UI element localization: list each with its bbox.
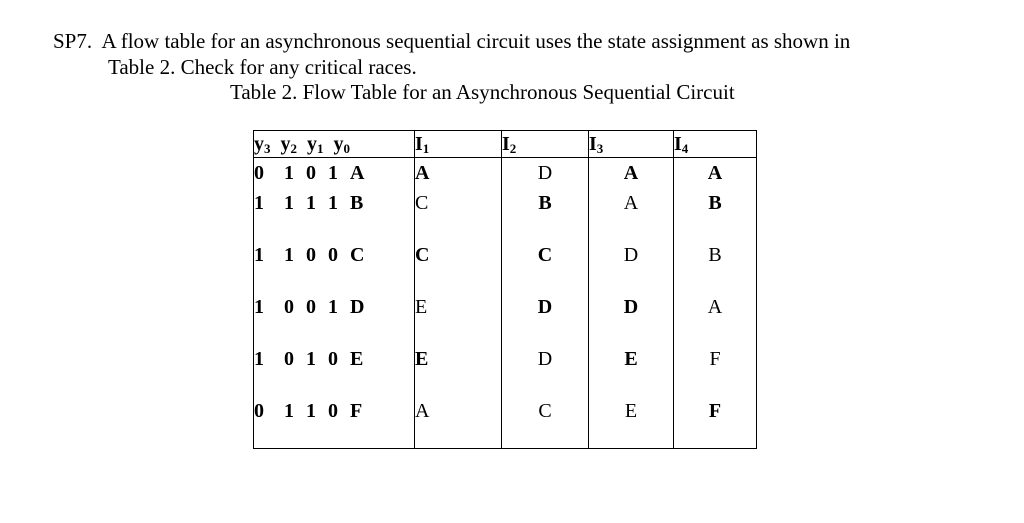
state-label: C: [350, 244, 365, 266]
next-state-cell: A: [415, 158, 502, 189]
state-bit: 0: [254, 400, 264, 422]
problem-text-1: A flow table for an asynchronous sequential circuit uses the state assignment as shown in: [101, 29, 851, 53]
state-label: E: [350, 348, 364, 370]
problem-number: SP7.: [53, 29, 93, 53]
state-bit: 0: [284, 296, 294, 318]
var-y2-sub: 2: [290, 141, 297, 156]
input-i2-sub: 2: [509, 141, 517, 156]
next-state-cell: E: [415, 292, 502, 344]
input-header-i3: [589, 131, 674, 158]
state-bit: 1: [328, 162, 338, 184]
next-state-cell: A: [415, 396, 502, 449]
state-bit: 1: [306, 348, 316, 370]
state-bit: 0: [306, 244, 316, 266]
next-state-cell: A: [589, 188, 674, 240]
next-state-cell: E: [415, 344, 502, 396]
state-bit: 1: [254, 296, 264, 318]
var-y0-sub: 0: [343, 141, 350, 156]
flow-table: [253, 130, 757, 449]
problem-line-1: [53, 28, 850, 54]
state-bit: 0: [306, 296, 316, 318]
state-code-cell: [254, 240, 415, 292]
input-i1-sub: 1: [422, 141, 430, 156]
table-row: [254, 240, 757, 292]
next-state-cell: A: [674, 158, 757, 189]
next-state-cell: C: [502, 396, 589, 449]
next-state-cell: D: [589, 240, 674, 292]
next-state-cell: B: [502, 188, 589, 240]
state-code-cell: [254, 344, 415, 396]
table-row: [254, 158, 757, 189]
next-state-cell: D: [502, 344, 589, 396]
next-state-cell: B: [674, 240, 757, 292]
problem-line-2: Table 2. Check for any critical races.: [108, 55, 417, 79]
input-header-i4: [674, 131, 757, 158]
table-caption: Table 2. Flow Table for an Asynchronous Sequential Circuit: [230, 80, 735, 104]
next-state-cell: C: [415, 188, 502, 240]
table-row: [254, 292, 757, 344]
state-bit: 0: [328, 348, 338, 370]
state-code-cell: [254, 188, 415, 240]
var-y1-sub: 1: [317, 141, 324, 156]
state-bit: 1: [284, 400, 294, 422]
table-header-row: [254, 131, 757, 158]
state-bit: 1: [254, 192, 264, 214]
input-i2-base: I: [502, 133, 510, 155]
state-label: F: [350, 400, 363, 422]
next-state-cell: A: [589, 158, 674, 189]
state-bit: 0: [328, 400, 338, 422]
input-header-i2: [502, 131, 589, 158]
state-label: D: [350, 296, 365, 318]
var-y3-base: y: [254, 133, 264, 155]
state-code-cell: [254, 158, 415, 189]
state-bit: 1: [284, 162, 294, 184]
var-y2-base: y: [280, 133, 291, 155]
state-bit: 1: [284, 192, 294, 214]
state-bit: 1: [328, 296, 338, 318]
state-bit: 1: [306, 400, 316, 422]
next-state-cell: D: [502, 158, 589, 189]
state-bit: 1: [284, 244, 294, 266]
next-state-cell: C: [502, 240, 589, 292]
next-state-cell: A: [674, 292, 757, 344]
state-bit: 1: [328, 192, 338, 214]
input-i4-base: I: [674, 133, 682, 155]
var-y1-base: y: [307, 133, 317, 155]
state-code-cell: [254, 396, 415, 449]
state-bit: 0: [328, 244, 338, 266]
state-bit: 0: [306, 162, 316, 184]
table-row: [254, 396, 757, 449]
next-state-cell: F: [674, 396, 757, 449]
table-row: [254, 188, 757, 240]
state-label: B: [350, 192, 364, 214]
input-i3-base: I: [589, 133, 597, 155]
state-bit: 0: [284, 348, 294, 370]
next-state-cell: B: [674, 188, 757, 240]
var-y0-base: y: [333, 133, 344, 155]
next-state-cell: D: [589, 292, 674, 344]
next-state-cell: F: [674, 344, 757, 396]
input-i1-base: I: [415, 133, 423, 155]
flow-table-body: [254, 158, 757, 449]
state-vars-header: [254, 131, 415, 158]
next-state-cell: D: [502, 292, 589, 344]
state-bit: 0: [254, 162, 264, 184]
next-state-cell: E: [589, 344, 674, 396]
next-state-cell: C: [415, 240, 502, 292]
state-bit: 1: [254, 348, 264, 370]
next-state-cell: E: [589, 396, 674, 449]
table-row: [254, 344, 757, 396]
state-bit: 1: [254, 244, 264, 266]
input-header-i1: [415, 131, 502, 158]
state-label: A: [350, 162, 365, 184]
input-i3-sub: 3: [596, 141, 604, 156]
input-i4-sub: 4: [681, 141, 689, 156]
state-bit: 1: [306, 192, 316, 214]
state-code-cell: [254, 292, 415, 344]
var-y3-sub: 3: [264, 141, 271, 156]
